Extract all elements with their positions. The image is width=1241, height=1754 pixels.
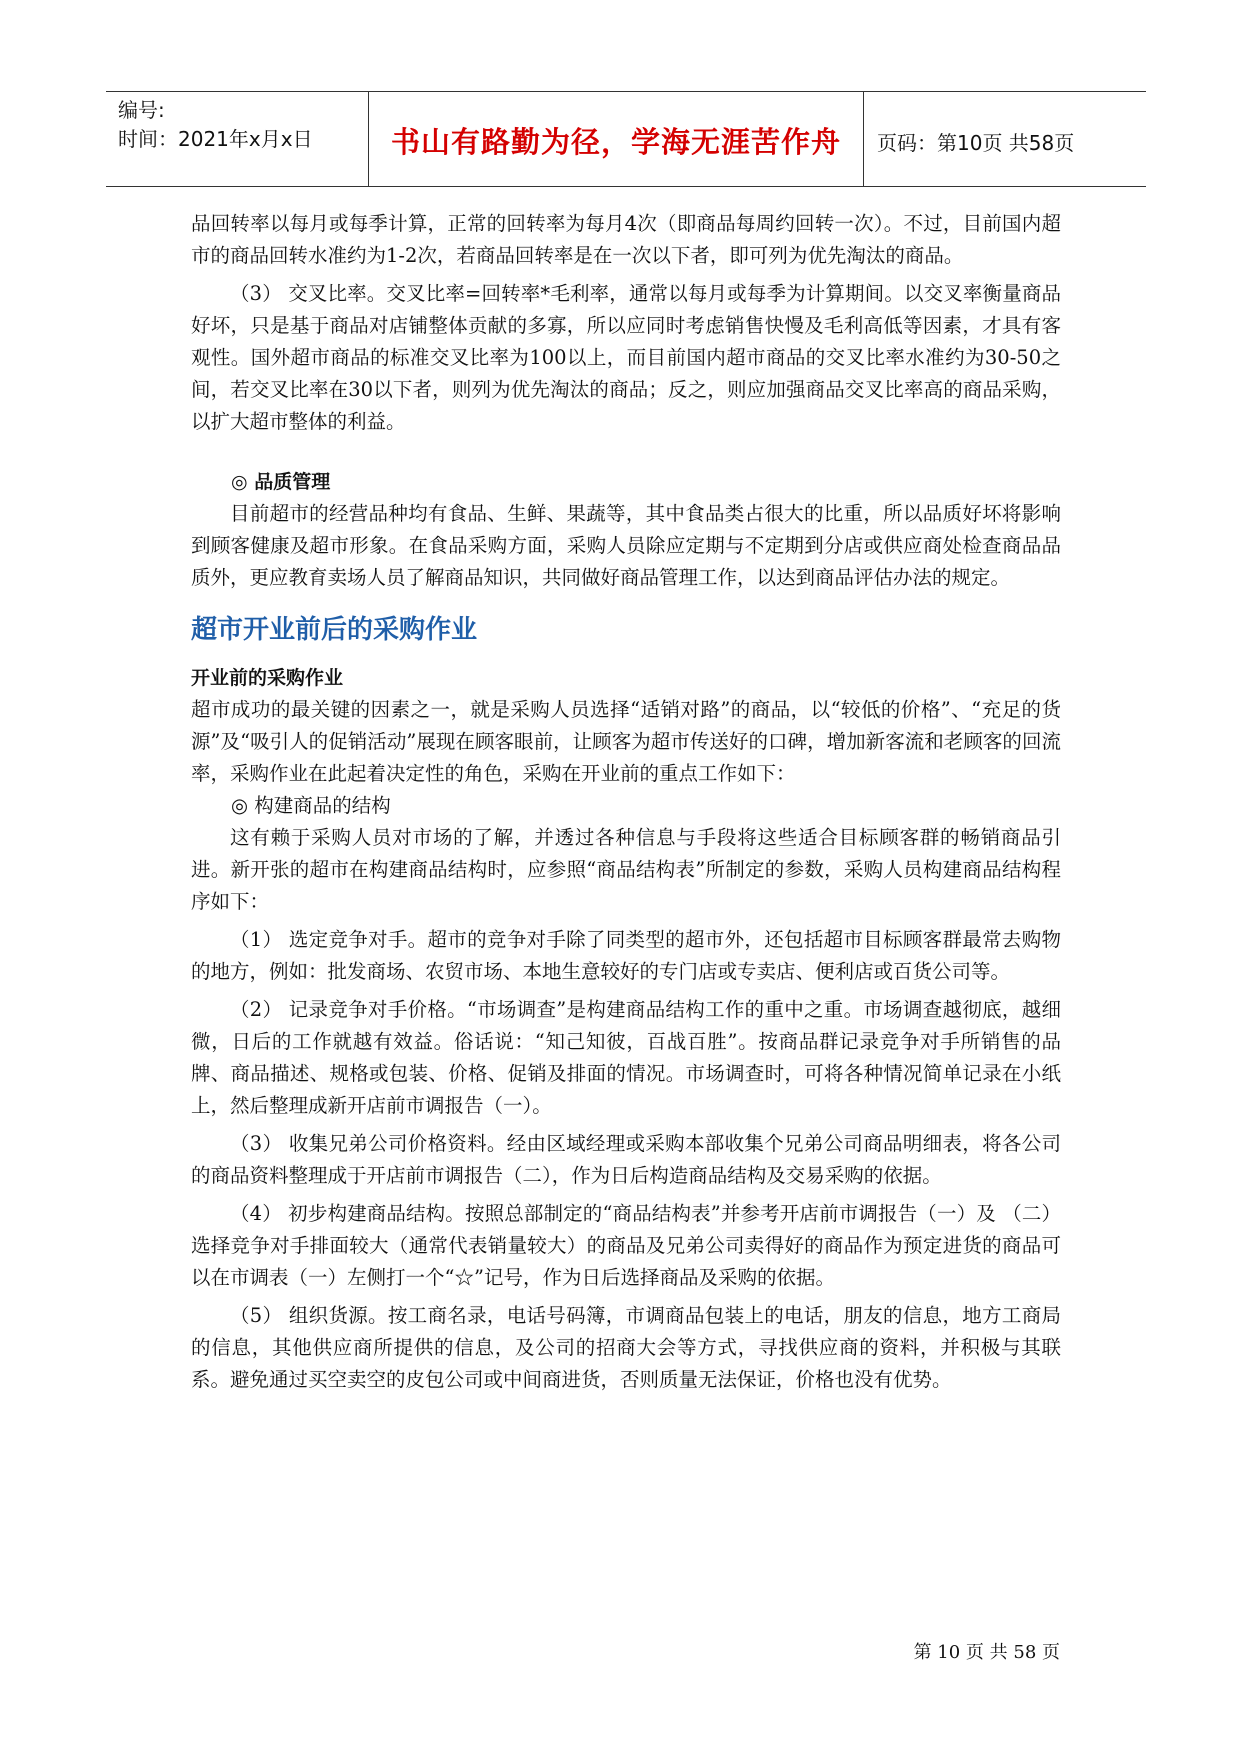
header-page-cell — [863, 92, 1146, 186]
page-footer: 第 10 页 共 58 页 — [913, 1642, 1060, 1663]
page-header — [106, 91, 1146, 187]
time-label: 时间：2021年x月x日 — [118, 127, 313, 151]
paragraph: 目前超市的经营品种均有食品、生鲜、果蔬等，其中食品类占很大的比重，所以品质好坏将影响到顾客健康及超市形象。在食品采购方面，采购人员除应定期与不定期到分店或供应商处检查商品品质外，更应教育卖场人员了解商品知识，共同做好商品管理工作，以达到商品评估办法的规定。 — [191, 502, 1061, 589]
header-motto-cell — [368, 92, 864, 186]
paragraph: （1） 选定竞争对手。超市的竞争对手除了同类型的超市外，还包括超市目标顾客群最常去购物的地方，例如：批发商场、农贸市场、本地生意较好的专门店或专卖店、便利店或百货公司等。 — [191, 928, 1061, 983]
paragraph: （3） 收集兄弟公司价格资料。经由区域经理或采购本部收集个兄弟公司商品明细表，将各公司的商品资料整理成于开店前市调报告（二），作为日后构造商品结构及交易采购的依据。 — [191, 1132, 1061, 1187]
paragraph: （2） 记录竞争对手价格。“市场调查”是构建商品结构工作的重中之重。市场调查越彻底，越细微，日后的工作就越有效益。俗话说：“知己知彼，百战百胜”。按商品群记录竞争对手所销售的品牌、商品描述、规格或包装、价格、促销及排面的情况。市场调查时，可将各种情况简单记录在小纸上，然后整理成新开店前市调报告（一）。 — [191, 998, 1061, 1117]
header-meta — [106, 92, 368, 186]
section-heading: 超市开业前后的采购作业 — [191, 615, 478, 645]
subsection-heading: 开业前的采购作业 — [191, 667, 344, 689]
quality-heading: ◎ 品质管理 — [231, 471, 331, 493]
header-motto: 书山有路勤为径，学海无涯苦作舟 — [390, 125, 841, 159]
paragraph: 品回转率以每月或每季计算，正常的回转率为每月4次（即商品每周约回转一次）。不过，目前国内超市的商品回转水准约为1-2次，若商品回转率是在一次以下者，即可列为优先淘汰的商品。 — [191, 212, 1061, 267]
build-structure-heading: ◎ 构建商品的结构 — [231, 794, 391, 817]
paragraph: 超市成功的最关键的因素之一，就是采购人员选择“适销对路”的商品，以“较低的价格”、“充足的货源”及“吸引人的促销活动”展现在顾客眼前，让顾客为超市传送好的口碑，增加新客流和老顾客的回流率，采购作业在此起着决定性的角色，采购在开业前的重点工作如下： — [191, 698, 1061, 785]
paragraph: （3） 交叉比率。交叉比率=回转率*毛利率，通常以每月或每季为计算期间。以交叉率衡量商品好坏，只是基于商品对店铺整体贡献的多寡，所以应同时考虑销售快慢及毛利高低等因素，才具有客观性。国外超市商品的标准交叉比率为100以上，而目前国内超市商品的交叉比率水准约为30-50之间，若交叉比率在30以下者，则列为优先淘汰的商品；反之，则应加强商品交叉比率高的商品采购，以扩大超市整体的利益。 — [191, 282, 1061, 433]
document-body — [191, 208, 1061, 1396]
paragraph: （4） 初步构建商品结构。按照总部制定的“商品结构表”并参考开店前市调报告（一）及 （二）选择竞争对手排面较大（通常代表销量较大）的商品及兄弟公司卖得好的商品作为预定进货的商品可以在市调表（一）左侧打一个“☆”记号，作为日后选择商品及采购的依据。 — [191, 1202, 1061, 1289]
header-page-info: 页码：第10页 共58页 — [877, 131, 1075, 155]
number-label: 编号: — [118, 98, 165, 122]
paragraph: 这有赖于采购人员对市场的了解，并透过各种信息与手段将这些适合目标顾客群的畅销商品引进。新开张的超市在构建商品结构时，应参照“商品结构表”所制定的参数，采购人员构建商品结构程序如下： — [191, 826, 1061, 913]
paragraph: （5） 组织货源。按工商名录，电话号码簿，市调商品包装上的电话，朋友的信息，地方工商局的信息，其他供应商所提供的信息，及公司的招商大会等方式，寻找供应商的资料，并积极与其联系。避免通过买空卖空的皮包公司或中间商进货，否则质量无法保证，价格也没有优势。 — [191, 1304, 1061, 1391]
